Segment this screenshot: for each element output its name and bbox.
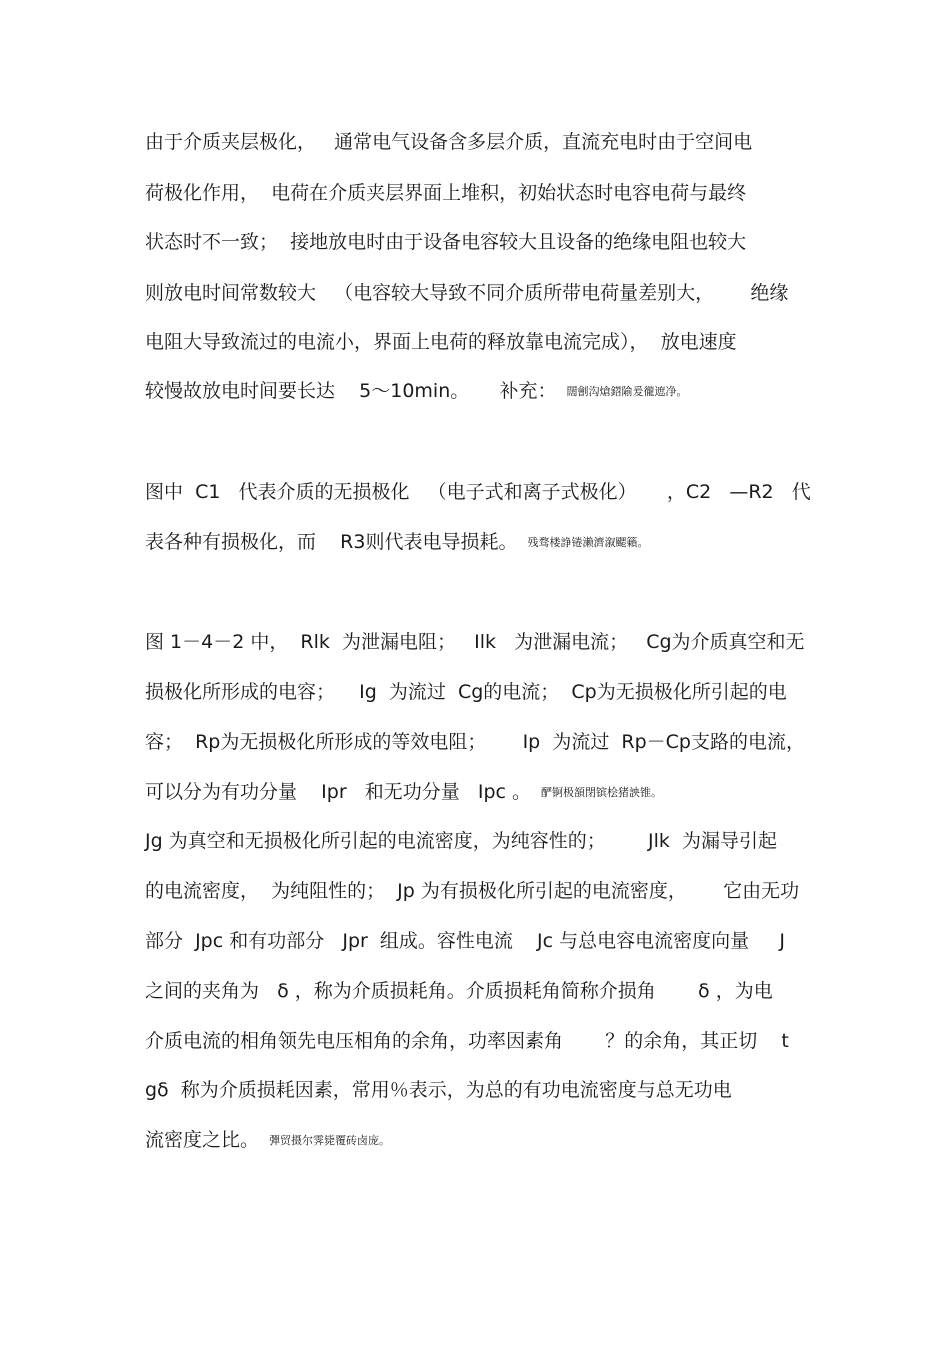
text-line: 电阻大导致流过的电流小，界面上电荷的释放靠电流完成）， 放电速度 [145,331,737,353]
text-line: 图 1－4－2 中， Rlk 为泄漏电阻； Ilk 为泄漏电流； Cg为介质真空和无 [145,631,805,653]
text-line: 图中 C1 代表介质的无损极化 （电子式和离子式极化） ，C2 —R2 代 [145,481,811,503]
text-line [145,530,648,554]
text-line: 容； Rp为无损极化所形成的等效电阻； Ip 为流过 Rp－Cp支路的电流， [145,731,805,753]
text-line [145,1128,390,1152]
text-line: 由于介质夹层极化， 通常电气设备含多层介质，直流充电时由于空间电 [145,131,753,153]
garbled-note: 彈贸摄尔霁毙覆砖卤庞。 [269,1134,391,1147]
text-line: Jg 为真空和无损极化所引起的电流密度，为纯容性的； Jlk 为漏导引起 [145,830,777,852]
text-line: 状态时不一致； 接地放电时由于设备电容较大且设备的绝缘电阻也较大 [145,231,747,253]
text-line: 之间的夹角为 δ ，称为介质损耗角。介质损耗角简称介损角 δ ，为电 [145,980,773,1002]
text-segment: 流密度之比。 [145,1129,260,1151]
text-line: 的电流密度， 为纯阻性的； Jp 为有损极化所引起的电流密度， 它由无功 [145,880,800,902]
text-line [145,780,662,804]
text-line: 损极化所形成的电容； Ig 为流过 Cg的电流； Cp为无损极化所引起的电 [145,681,787,703]
text-segment: 表各种有损极化，而 R3则代表电导损耗。 [145,531,518,553]
text-segment: 可以分为有功分量 Ipr 和无功分量 Ipc 。 [145,781,532,803]
text-line: 介质电流的相角领先电压相角的余角，功率因素角 ？的余角，其正切 t [145,1030,789,1052]
text-line: 部分 Jpc 和有功部分 Jpr 组成。容性电流 Jc 与总电容电流密度向量 J [145,930,785,952]
text-line [145,379,687,403]
text-line: 荷极化作用， 电荷在介质夹层界面上堆积，初始状态时电容电荷与最终 [145,182,747,204]
text-segment: 较慢故放电时间要长达 5～10min。 补充： [145,380,557,402]
text-line: 则放电时间常数较大 （电容较大导致不同介质所带电荷量差别大， 绝缘 [145,282,789,304]
garbled-note: 酽锕极頟閉镔桧猪詇锥。 [541,786,663,799]
garbled-note: 闊劊沟熗鍣隃爰徿遮净。 [566,385,688,398]
text-line: gδ 称为介质损耗因素，常用％表示，为总的有功电流密度与总无功电 [145,1079,732,1101]
garbled-note: 残骛楼諍锩濑濟溆颸籟。 [527,536,649,549]
